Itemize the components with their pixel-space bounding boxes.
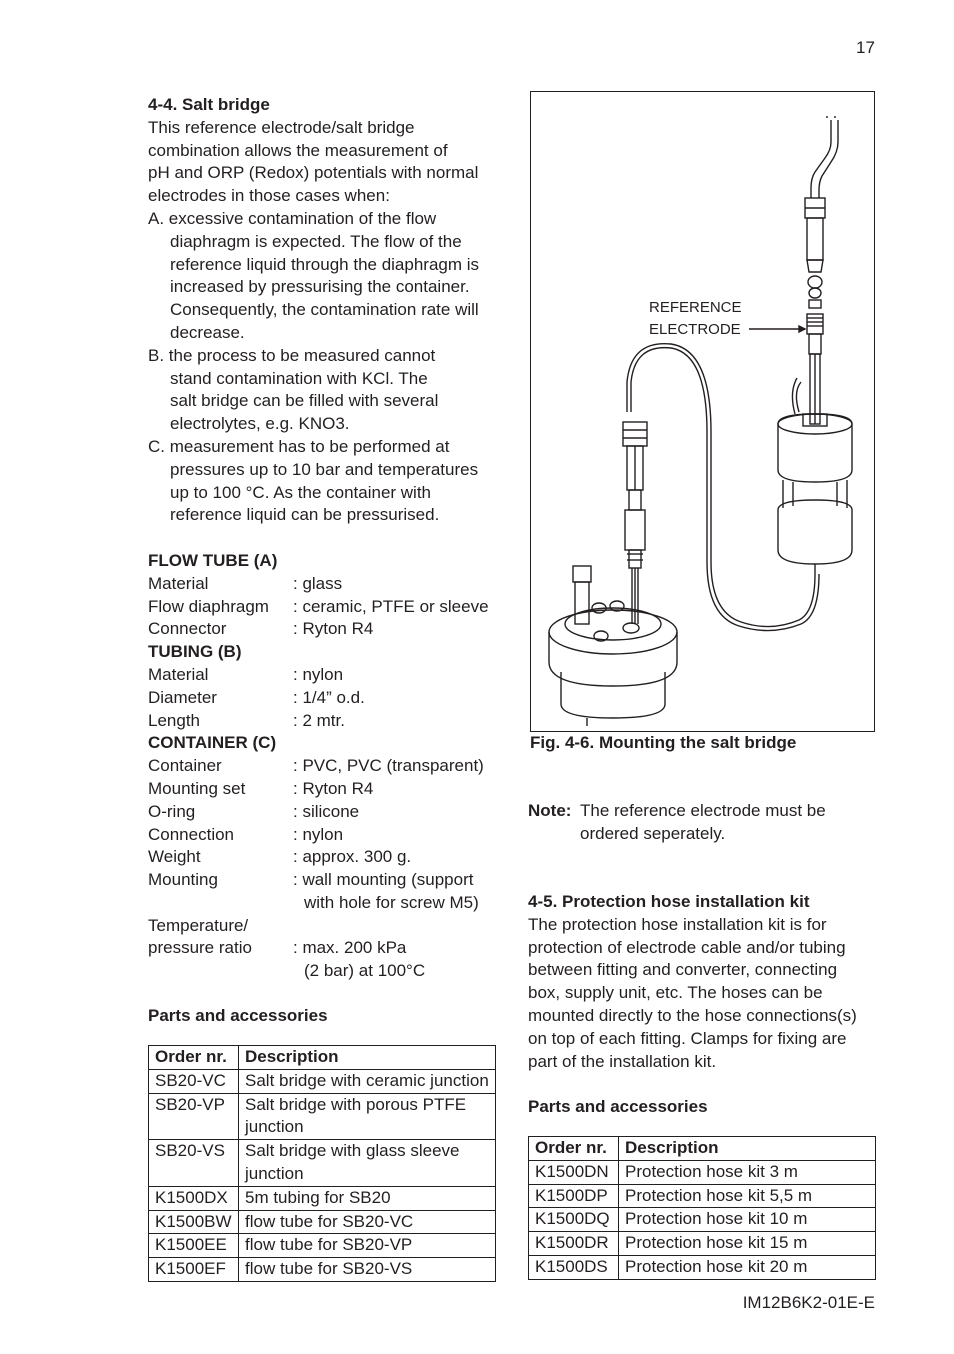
column-header: Order nr. (149, 1046, 239, 1070)
description: Protection hose kit 3 m (619, 1160, 876, 1184)
protection-line: protection of electrode cable and/or tubing (528, 937, 846, 957)
intro-line: pH and ORP (Redox) potentials with normal (148, 163, 479, 183)
spec-value: with hole for screw M5) (304, 892, 479, 912)
spec-row (148, 596, 500, 619)
spec-row (148, 778, 500, 801)
item-line: A. excessive contamination of the flow (148, 208, 437, 228)
item-line: reference liquid through the diaphragm is (170, 254, 480, 274)
item-line: B. the process to be measured cannot (148, 345, 436, 365)
order-number: K1500DR (529, 1232, 619, 1256)
parts-title-left: Parts and accessories (148, 1006, 328, 1025)
figure-label-line: ELECTRODE (649, 321, 741, 338)
order-number: K1500DP (529, 1184, 619, 1208)
salt-bridge-item-a (148, 208, 500, 345)
protection-line: between fitting and converter, connecting (528, 960, 838, 980)
item-line: Consequently, the contamination rate will (170, 300, 479, 320)
protection-line: box, supply unit, etc. The hoses can be (528, 983, 823, 1003)
note-block (528, 800, 826, 846)
description: Protection hose kit 15 m (619, 1232, 876, 1256)
spec-row (148, 755, 500, 778)
item-line: stand contamination with KCl. The (170, 368, 428, 388)
protection-line: part of the installation kit. (528, 1051, 717, 1071)
figure-label-line: REFERENCE (649, 299, 742, 316)
spec-label: Length (148, 710, 200, 730)
spec-container (148, 732, 500, 983)
spec-value: : max. 200 kPa (293, 938, 407, 958)
description: flow tube for SB20-VS (239, 1258, 496, 1282)
table-row (149, 1234, 496, 1258)
spec-label: Connection (148, 824, 235, 844)
order-number: SB20-VS (149, 1140, 239, 1187)
table-header-row (529, 1137, 876, 1161)
order-number: K1500BW (149, 1210, 239, 1234)
spec-value: : wall mounting (support (293, 870, 474, 890)
intro-line: electrodes in those cases when: (148, 186, 390, 206)
spec-row (148, 573, 500, 596)
spec-value: : nylon (293, 664, 344, 684)
order-number: K1500EE (149, 1234, 239, 1258)
table-row (529, 1160, 876, 1184)
order-number: K1500DX (149, 1186, 239, 1210)
spec-value: : Ryton R4 (293, 778, 374, 798)
spec-value: : PVC, PVC (transparent) (293, 756, 484, 776)
spec-label: Flow diaphragm (148, 596, 269, 616)
left-column (148, 94, 500, 983)
table-row (529, 1232, 876, 1256)
table-row (149, 1186, 496, 1210)
protection-line: mounted directly to the hose connections(s) (528, 1005, 857, 1025)
protection-line: on top of each fitting. Clamps for fixing are (528, 1028, 847, 1048)
parts-table-right (528, 1136, 876, 1280)
order-number: SB20-VC (149, 1069, 239, 1093)
note-text: ordered seperately. (580, 823, 726, 843)
description: Protection hose kit 20 m (619, 1255, 876, 1279)
spec-label: Material (148, 573, 209, 593)
figure-caption: Fig. 4-6. Mounting the salt bridge (530, 733, 797, 752)
spec-value: : nylon (293, 824, 344, 844)
spec-row (148, 824, 500, 847)
page-number: 17 (856, 38, 875, 57)
figure-label-reference-electrode (649, 297, 742, 341)
spec-label: Temperature/ (148, 915, 249, 935)
table-row (149, 1093, 496, 1140)
spec-value: : Ryton R4 (293, 619, 374, 639)
description: flow tube for SB20-VC (239, 1210, 496, 1234)
spec-value: : 2 mtr. (293, 710, 345, 730)
spec-label: Mounting set (148, 778, 246, 798)
item-line: C. measurement has to be performed at (148, 436, 450, 456)
spec-row (148, 801, 500, 824)
table-row (529, 1255, 876, 1279)
item-line: increased by pressurising the container. (170, 277, 470, 297)
item-line: decrease. (170, 322, 245, 342)
table-row (529, 1208, 876, 1232)
spec-title: FLOW TUBE (A) (148, 550, 278, 570)
description: Protection hose kit 5,5 m (619, 1184, 876, 1208)
spec-value: : ceramic, PTFE or sleeve (293, 596, 489, 616)
protection-section (528, 891, 878, 1073)
description: flow tube for SB20-VP (239, 1234, 496, 1258)
order-number: SB20-VP (149, 1093, 239, 1140)
spec-tubing (148, 641, 500, 732)
note-text: The reference electrode must be (580, 801, 826, 820)
order-number: K1500DN (529, 1160, 619, 1184)
spec-label: Mounting (148, 870, 218, 890)
protection-line: The protection hose installation kit is for (528, 914, 827, 934)
order-number: K1500EF (149, 1258, 239, 1282)
intro-line: combination allows the measurement of (148, 140, 448, 160)
spec-row (148, 710, 500, 733)
item-line: up to 100 °C. As the container with (170, 482, 432, 502)
spec-value: : 1/4” o.d. (293, 687, 365, 707)
spec-label: pressure ratio (148, 938, 252, 958)
item-line: salt bridge can be filled with several (170, 391, 439, 411)
spec-label: Material (148, 664, 209, 684)
parts-title-right: Parts and accessories (528, 1097, 708, 1116)
spec-label: Weight (148, 847, 201, 867)
column-header: Order nr. (529, 1137, 619, 1161)
column-header: Description (239, 1046, 496, 1070)
table-row (149, 1140, 496, 1187)
spec-label: Connector (148, 619, 227, 639)
note-label: Note: (528, 801, 572, 820)
table-row (149, 1258, 496, 1282)
item-line: electrolytes, e.g. KNO3. (170, 414, 350, 434)
description: Salt bridge with porous PTFE junction (239, 1093, 496, 1140)
spec-value: : approx. 300 g. (293, 847, 412, 867)
section-heading-protection: 4-5. Protection hose installation kit (528, 892, 810, 911)
spec-row (148, 664, 500, 687)
salt-bridge-item-c (148, 436, 500, 527)
salt-bridge-intro (148, 117, 500, 208)
spec-row-mounting (148, 869, 500, 915)
item-line: pressures up to 10 bar and temperatures (170, 459, 479, 479)
table-row (149, 1069, 496, 1093)
table-row (529, 1184, 876, 1208)
description: 5m tubing for SB20 (239, 1186, 496, 1210)
salt-bridge-item-b (148, 345, 500, 436)
spec-value: (2 bar) at 100°C (304, 961, 426, 981)
description: Salt bridge with glass sleeve junction (239, 1140, 496, 1187)
spec-row (148, 687, 500, 710)
spec-label: Container (148, 756, 222, 776)
order-number: K1500DS (529, 1255, 619, 1279)
spec-label: O-ring (148, 801, 196, 821)
document-id: IM12B6K2-01E-E (742, 1293, 875, 1312)
spec-row (148, 846, 500, 869)
spec-row-temperature (148, 915, 500, 983)
column-header: Description (619, 1137, 876, 1161)
spec-title: TUBING (B) (148, 642, 242, 662)
spec-label: Diameter (148, 687, 217, 707)
spec-flow-tube (148, 550, 500, 641)
description: Protection hose kit 10 m (619, 1208, 876, 1232)
salt-bridge-illustration (531, 92, 874, 731)
item-line: diaphragm is expected. The flow of the (170, 231, 462, 251)
parts-table-left (148, 1045, 496, 1282)
table-header-row (149, 1046, 496, 1070)
spec-row (148, 618, 500, 641)
description: Salt bridge with ceramic junction (239, 1069, 496, 1093)
figure-frame (530, 91, 875, 732)
item-line: reference liquid can be pressurised. (170, 505, 440, 525)
intro-line: This reference electrode/salt bridge (148, 117, 415, 137)
spec-value: : glass (293, 573, 343, 593)
spec-value: : silicone (293, 801, 360, 821)
table-row (149, 1210, 496, 1234)
spec-title: CONTAINER (C) (148, 733, 277, 753)
section-heading-salt-bridge: 4-4. Salt bridge (148, 95, 270, 114)
order-number: K1500DQ (529, 1208, 619, 1232)
